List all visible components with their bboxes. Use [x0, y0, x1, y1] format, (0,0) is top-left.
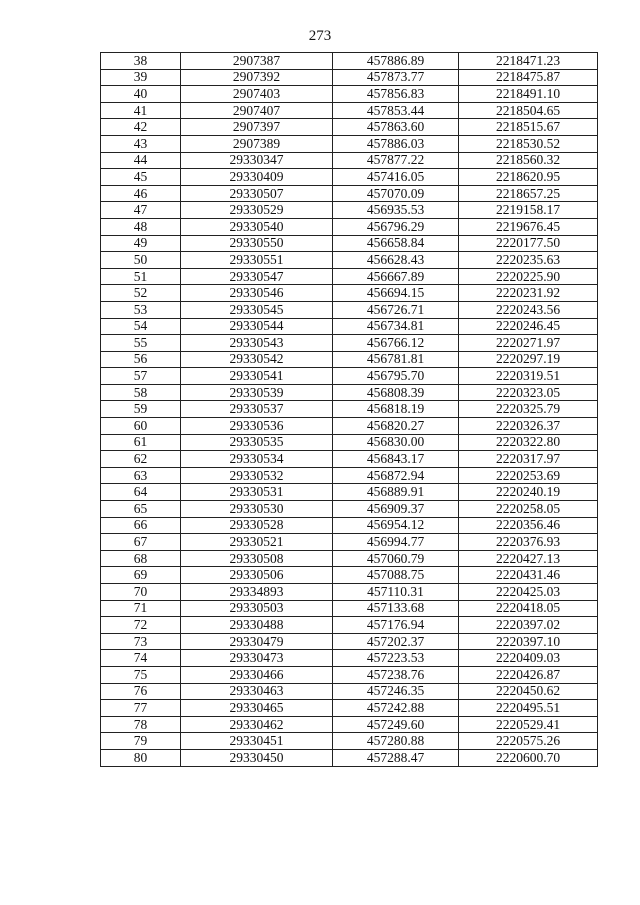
y-coordinate-cell: 2220240.19	[459, 484, 598, 501]
table-body	[101, 53, 598, 767]
x-coordinate-cell: 456734.81	[333, 318, 459, 335]
table-row	[101, 69, 598, 86]
point-number-cell: 63	[101, 467, 181, 484]
point-id-cell: 29330540	[181, 218, 333, 235]
y-coordinate-cell: 2218530.52	[459, 135, 598, 152]
y-coordinate-cell: 2219676.45	[459, 218, 598, 235]
y-coordinate-cell: 2220418.05	[459, 600, 598, 617]
table-row	[101, 218, 598, 235]
x-coordinate-cell: 456830.00	[333, 434, 459, 451]
point-number-cell: 45	[101, 169, 181, 186]
point-id-cell: 29330503	[181, 600, 333, 617]
point-number-cell: 68	[101, 550, 181, 567]
point-id-cell: 29330534	[181, 451, 333, 468]
coordinates-table	[100, 52, 598, 767]
x-coordinate-cell: 457856.83	[333, 86, 459, 103]
point-id-cell: 29330550	[181, 235, 333, 252]
point-number-cell: 74	[101, 650, 181, 667]
point-number-cell: 53	[101, 301, 181, 318]
y-coordinate-cell: 2220529.41	[459, 716, 598, 733]
point-id-cell: 29330544	[181, 318, 333, 335]
table-row	[101, 285, 598, 302]
x-coordinate-cell: 456796.29	[333, 218, 459, 235]
table-row	[101, 135, 598, 152]
x-coordinate-cell: 457070.09	[333, 185, 459, 202]
x-coordinate-cell: 457088.75	[333, 567, 459, 584]
table-row	[101, 102, 598, 119]
y-coordinate-cell: 2220450.62	[459, 683, 598, 700]
table-row	[101, 716, 598, 733]
point-number-cell: 42	[101, 119, 181, 136]
point-id-cell: 29330547	[181, 268, 333, 285]
table-row	[101, 169, 598, 186]
point-number-cell: 67	[101, 534, 181, 551]
y-coordinate-cell: 2220376.93	[459, 534, 598, 551]
point-id-cell: 2907389	[181, 135, 333, 152]
y-coordinate-cell: 2218504.65	[459, 102, 598, 119]
point-id-cell: 29330539	[181, 384, 333, 401]
table-row	[101, 700, 598, 717]
table-row	[101, 318, 598, 335]
x-coordinate-cell: 456795.70	[333, 368, 459, 385]
table-row	[101, 550, 598, 567]
table-row	[101, 53, 598, 70]
table-row	[101, 451, 598, 468]
point-id-cell: 29330466	[181, 666, 333, 683]
table-row	[101, 749, 598, 766]
table-row	[101, 152, 598, 169]
point-number-cell: 44	[101, 152, 181, 169]
point-id-cell: 29330507	[181, 185, 333, 202]
y-coordinate-cell: 2220322.80	[459, 434, 598, 451]
point-id-cell: 29330450	[181, 749, 333, 766]
point-number-cell: 51	[101, 268, 181, 285]
table-row	[101, 335, 598, 352]
point-number-cell: 55	[101, 335, 181, 352]
x-coordinate-cell: 457110.31	[333, 584, 459, 601]
table-row	[101, 384, 598, 401]
y-coordinate-cell: 2220225.90	[459, 268, 598, 285]
point-number-cell: 65	[101, 501, 181, 518]
table-row	[101, 484, 598, 501]
point-number-cell: 79	[101, 733, 181, 750]
point-id-cell: 29330536	[181, 418, 333, 435]
table-row	[101, 467, 598, 484]
y-coordinate-cell: 2218657.25	[459, 185, 598, 202]
y-coordinate-cell: 2220427.13	[459, 550, 598, 567]
table-row	[101, 301, 598, 318]
y-coordinate-cell: 2220397.10	[459, 633, 598, 650]
point-number-cell: 76	[101, 683, 181, 700]
point-id-cell: 29330546	[181, 285, 333, 302]
point-id-cell: 29330521	[181, 534, 333, 551]
table-row	[101, 351, 598, 368]
point-id-cell: 29330541	[181, 368, 333, 385]
point-number-cell: 72	[101, 617, 181, 634]
y-coordinate-cell: 2220325.79	[459, 401, 598, 418]
point-id-cell: 29330545	[181, 301, 333, 318]
point-number-cell: 48	[101, 218, 181, 235]
y-coordinate-cell: 2218620.95	[459, 169, 598, 186]
table-row	[101, 683, 598, 700]
point-number-cell: 40	[101, 86, 181, 103]
point-number-cell: 77	[101, 700, 181, 717]
table-row	[101, 418, 598, 435]
point-id-cell: 29330543	[181, 335, 333, 352]
y-coordinate-cell: 2220243.56	[459, 301, 598, 318]
x-coordinate-cell: 456954.12	[333, 517, 459, 534]
point-id-cell: 29330537	[181, 401, 333, 418]
y-coordinate-cell: 2220297.19	[459, 351, 598, 368]
point-id-cell: 2907387	[181, 53, 333, 70]
x-coordinate-cell: 457238.76	[333, 666, 459, 683]
y-coordinate-cell: 2220258.05	[459, 501, 598, 518]
table-row	[101, 235, 598, 252]
point-number-cell: 78	[101, 716, 181, 733]
x-coordinate-cell: 456658.84	[333, 235, 459, 252]
x-coordinate-cell: 457877.22	[333, 152, 459, 169]
table-row	[101, 633, 598, 650]
table-row	[101, 368, 598, 385]
x-coordinate-cell: 457288.47	[333, 749, 459, 766]
x-coordinate-cell: 456808.39	[333, 384, 459, 401]
y-coordinate-cell: 2220317.97	[459, 451, 598, 468]
x-coordinate-cell: 456766.12	[333, 335, 459, 352]
point-id-cell: 29330531	[181, 484, 333, 501]
y-coordinate-cell: 2220271.97	[459, 335, 598, 352]
point-id-cell: 29330465	[181, 700, 333, 717]
table-row	[101, 584, 598, 601]
y-coordinate-cell: 2218475.87	[459, 69, 598, 86]
table-row	[101, 434, 598, 451]
x-coordinate-cell: 456909.37	[333, 501, 459, 518]
y-coordinate-cell: 2220323.05	[459, 384, 598, 401]
y-coordinate-cell: 2220246.45	[459, 318, 598, 335]
point-id-cell: 29330347	[181, 152, 333, 169]
y-coordinate-cell: 2219158.17	[459, 202, 598, 219]
table-row	[101, 517, 598, 534]
x-coordinate-cell: 456694.15	[333, 285, 459, 302]
point-number-cell: 75	[101, 666, 181, 683]
point-number-cell: 69	[101, 567, 181, 584]
x-coordinate-cell: 457060.79	[333, 550, 459, 567]
x-coordinate-cell: 456820.27	[333, 418, 459, 435]
point-id-cell: 29330529	[181, 202, 333, 219]
x-coordinate-cell: 456935.53	[333, 202, 459, 219]
x-coordinate-cell: 456872.94	[333, 467, 459, 484]
x-coordinate-cell: 457223.53	[333, 650, 459, 667]
point-id-cell: 2907392	[181, 69, 333, 86]
y-coordinate-cell: 2220326.37	[459, 418, 598, 435]
point-id-cell: 2907407	[181, 102, 333, 119]
point-number-cell: 54	[101, 318, 181, 335]
x-coordinate-cell: 456726.71	[333, 301, 459, 318]
point-number-cell: 62	[101, 451, 181, 468]
x-coordinate-cell: 457176.94	[333, 617, 459, 634]
point-id-cell: 29330451	[181, 733, 333, 750]
table-row	[101, 185, 598, 202]
point-number-cell: 46	[101, 185, 181, 202]
x-coordinate-cell: 457242.88	[333, 700, 459, 717]
point-id-cell: 29330409	[181, 169, 333, 186]
point-number-cell: 41	[101, 102, 181, 119]
x-coordinate-cell: 456781.81	[333, 351, 459, 368]
x-coordinate-cell: 457202.37	[333, 633, 459, 650]
table-row	[101, 86, 598, 103]
y-coordinate-cell: 2220235.63	[459, 252, 598, 269]
table-row	[101, 501, 598, 518]
point-number-cell: 59	[101, 401, 181, 418]
x-coordinate-cell: 457886.89	[333, 53, 459, 70]
point-number-cell: 73	[101, 633, 181, 650]
table-row	[101, 268, 598, 285]
x-coordinate-cell: 457863.60	[333, 119, 459, 136]
point-number-cell: 70	[101, 584, 181, 601]
table-row	[101, 617, 598, 634]
y-coordinate-cell: 2220426.87	[459, 666, 598, 683]
point-id-cell: 2907403	[181, 86, 333, 103]
table-row	[101, 401, 598, 418]
table-row	[101, 119, 598, 136]
y-coordinate-cell: 2220253.69	[459, 467, 598, 484]
table-row	[101, 733, 598, 750]
x-coordinate-cell: 457133.68	[333, 600, 459, 617]
y-coordinate-cell: 2218471.23	[459, 53, 598, 70]
point-id-cell: 29330542	[181, 351, 333, 368]
point-number-cell: 49	[101, 235, 181, 252]
point-id-cell: 29330508	[181, 550, 333, 567]
point-id-cell: 29330479	[181, 633, 333, 650]
y-coordinate-cell: 2220495.51	[459, 700, 598, 717]
point-id-cell: 29330528	[181, 517, 333, 534]
table-row	[101, 202, 598, 219]
point-id-cell: 29330473	[181, 650, 333, 667]
table-row	[101, 650, 598, 667]
point-id-cell: 29330506	[181, 567, 333, 584]
point-number-cell: 43	[101, 135, 181, 152]
x-coordinate-cell: 457280.88	[333, 733, 459, 750]
x-coordinate-cell: 456667.89	[333, 268, 459, 285]
x-coordinate-cell: 457246.35	[333, 683, 459, 700]
x-coordinate-cell: 457853.44	[333, 102, 459, 119]
y-coordinate-cell: 2220600.70	[459, 749, 598, 766]
x-coordinate-cell: 457416.05	[333, 169, 459, 186]
point-number-cell: 56	[101, 351, 181, 368]
page-number: 273	[308, 28, 332, 44]
point-id-cell: 29330532	[181, 467, 333, 484]
point-number-cell: 71	[101, 600, 181, 617]
point-id-cell: 29330535	[181, 434, 333, 451]
y-coordinate-cell: 2218560.32	[459, 152, 598, 169]
table-row	[101, 252, 598, 269]
x-coordinate-cell: 457249.60	[333, 716, 459, 733]
point-number-cell: 60	[101, 418, 181, 435]
point-number-cell: 50	[101, 252, 181, 269]
point-number-cell: 66	[101, 517, 181, 534]
point-id-cell: 29330463	[181, 683, 333, 700]
table-row	[101, 600, 598, 617]
point-number-cell: 58	[101, 384, 181, 401]
y-coordinate-cell: 2220231.92	[459, 285, 598, 302]
y-coordinate-cell: 2218515.67	[459, 119, 598, 136]
x-coordinate-cell: 456994.77	[333, 534, 459, 551]
x-coordinate-cell: 456889.91	[333, 484, 459, 501]
point-number-cell: 57	[101, 368, 181, 385]
point-number-cell: 39	[101, 69, 181, 86]
point-id-cell: 29330551	[181, 252, 333, 269]
point-id-cell: 29330530	[181, 501, 333, 518]
point-number-cell: 38	[101, 53, 181, 70]
point-number-cell: 52	[101, 285, 181, 302]
table-row	[101, 534, 598, 551]
point-id-cell: 2907397	[181, 119, 333, 136]
x-coordinate-cell: 457873.77	[333, 69, 459, 86]
point-number-cell: 64	[101, 484, 181, 501]
x-coordinate-cell: 456843.17	[333, 451, 459, 468]
y-coordinate-cell: 2220431.46	[459, 567, 598, 584]
x-coordinate-cell: 456818.19	[333, 401, 459, 418]
point-id-cell: 29330462	[181, 716, 333, 733]
point-id-cell: 29330488	[181, 617, 333, 634]
y-coordinate-cell: 2220425.03	[459, 584, 598, 601]
y-coordinate-cell: 2220397.02	[459, 617, 598, 634]
table-row	[101, 567, 598, 584]
table-row	[101, 666, 598, 683]
x-coordinate-cell: 456628.43	[333, 252, 459, 269]
y-coordinate-cell: 2220177.50	[459, 235, 598, 252]
point-number-cell: 47	[101, 202, 181, 219]
point-id-cell: 29334893	[181, 584, 333, 601]
y-coordinate-cell: 2220319.51	[459, 368, 598, 385]
point-number-cell: 80	[101, 749, 181, 766]
y-coordinate-cell: 2218491.10	[459, 86, 598, 103]
y-coordinate-cell: 2220356.46	[459, 517, 598, 534]
x-coordinate-cell: 457886.03	[333, 135, 459, 152]
y-coordinate-cell: 2220575.26	[459, 733, 598, 750]
y-coordinate-cell: 2220409.03	[459, 650, 598, 667]
point-number-cell: 61	[101, 434, 181, 451]
